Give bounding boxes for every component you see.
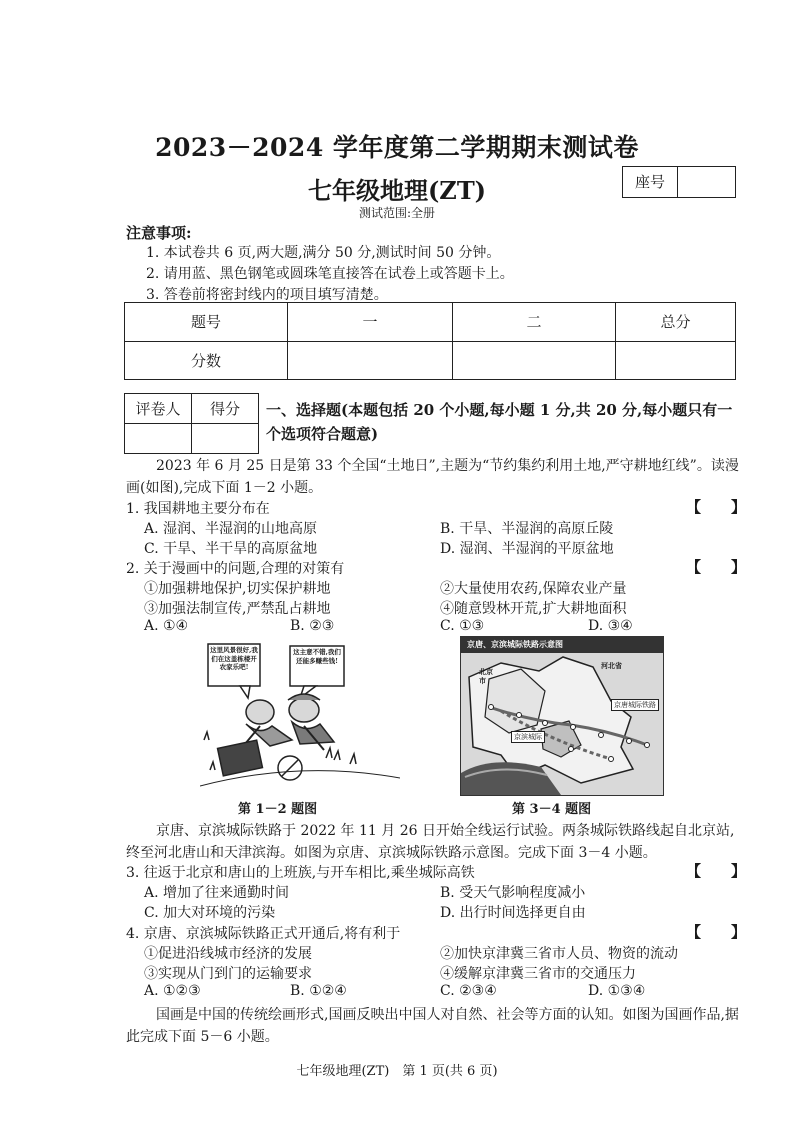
- figure-caption: 第 3－4 题图: [512, 802, 592, 817]
- question-stem: 3. 往返于北京和唐山的上班族,与开车相比,乘坐城际高铁: [126, 865, 475, 881]
- railway-map: [460, 636, 664, 796]
- statement: ③实现从门到门的运输要求: [144, 966, 312, 982]
- points-label: 得分: [192, 394, 259, 424]
- score-header: 二: [453, 303, 616, 342]
- statement: ②大量使用农药,保障农业产量: [440, 581, 627, 597]
- option-c: C. ②③④: [440, 983, 497, 999]
- score-row-label: 分数: [125, 341, 288, 380]
- grader-table: [124, 393, 259, 454]
- answer-bracket[interactable]: 【 】: [686, 498, 747, 516]
- answer-bracket[interactable]: 【 】: [686, 558, 747, 576]
- question-stem: 4. 京唐、京滨城际铁路正式开通后,将有利于: [126, 926, 401, 942]
- statement: ④缓解京津冀三省市的交通压力: [440, 966, 636, 982]
- option-d: D. 出行时间选择更自由: [440, 905, 586, 921]
- statement: ④随意毁林开荒,扩大耕地面积: [440, 601, 627, 617]
- statement: ②加快京津冀三省市人员、物资的流动: [440, 946, 678, 962]
- map-label-beijing: 北京市: [479, 667, 493, 685]
- notice-item: 2. 请用蓝、黑色钢笔或圆珠笔直接答在试卷上或答题卡上。: [146, 266, 514, 282]
- map-label-jingtang: 京唐城际铁路: [611, 699, 659, 711]
- question-stem: 2. 关于漫画中的问题,合理的对策有: [126, 561, 345, 577]
- answer-bracket[interactable]: 【 】: [686, 923, 747, 941]
- option-d: D. 湿润、半湿润的平原盆地: [440, 541, 614, 557]
- grader-label: 评卷人: [125, 394, 192, 424]
- score-header: 题号: [125, 303, 288, 342]
- score-cell[interactable]: [453, 341, 616, 380]
- speech-bubble-left: 这里风景很好,我们在这盖栋楼开农家乐吧!: [210, 646, 258, 671]
- cartoon-figure: [200, 640, 400, 790]
- option-a: A. 增加了往来通勤时间: [144, 885, 290, 901]
- statement: ①加强耕地保护,切实保护耕地: [144, 581, 331, 597]
- option-a: A. 湿润、半湿润的山地高原: [144, 521, 318, 537]
- map-title: 京唐、京滨城际铁路示意图: [467, 639, 563, 649]
- intro-paragraph: 2023 年 6 月 25 日是第 33 个全国“土地日”,主题为“节约集约利用土地,严守耕地红线”。读漫画(如图),完成下面 1－2 小题。: [126, 458, 739, 496]
- statement: ③加强法制宣传,严禁乱占耕地: [144, 601, 331, 617]
- notice-item: 3. 答卷前将密封线内的项目填写清楚。: [146, 287, 388, 303]
- statement: ①促进沿线城市经济的发展: [144, 946, 312, 962]
- test-scope: 测试范围:全册: [358, 206, 436, 220]
- map-label-jingbin: 京滨城际: [511, 731, 545, 743]
- speech-bubble-right: 这主意不错,我们还能多赚些钱!: [293, 648, 341, 665]
- question-stem: 1. 我国耕地主要分布在: [126, 501, 270, 517]
- score-header: 总分: [616, 303, 736, 342]
- section-heading: 一、选择题(本题包括 20 个小题,每小题 1 分,共 20 分,每小题只有一个选项符合题意): [266, 401, 733, 443]
- exam-subtitle: 七年级地理(ZT): [307, 176, 487, 205]
- option-b: B. 干旱、半湿润的高原丘陵: [440, 521, 614, 537]
- grader-cell[interactable]: [125, 424, 192, 454]
- score-cell[interactable]: [616, 341, 736, 380]
- seat-number-field[interactable]: [678, 167, 735, 197]
- map-label-hebei: 河北省: [601, 661, 622, 670]
- option-d: D. ③④: [588, 618, 633, 634]
- score-table: [124, 302, 736, 380]
- points-cell[interactable]: [192, 424, 259, 454]
- option-d: D. ①③④: [588, 983, 646, 999]
- intro-paragraph: 京唐、京滨城际铁路于 2022 年 11 月 26 日开始全线运行试验。两条城际铁路线起自北京站,终至河北唐山和天津滨海。如图为京唐、京滨城际铁路示意图。完成下面 3－4 小题。: [126, 823, 735, 861]
- answer-bracket[interactable]: 【 】: [686, 862, 747, 880]
- map-drawing: [461, 637, 663, 795]
- intro-paragraph: 国画是中国的传统绘画形式,国画反映出中国人对自然、社会等方面的认知。如图为国画作品,据此完成下面 5－6 小题。: [126, 1007, 739, 1045]
- option-c: C. 加大对环境的污染: [144, 905, 276, 921]
- option-c: C. 干旱、半干旱的高原盆地: [144, 541, 318, 557]
- seat-number-label: 座号: [623, 167, 678, 197]
- option-b: B. 受天气影响程度减小: [440, 885, 586, 901]
- option-a: A. ①②③: [144, 983, 201, 999]
- option-b: B. ②③: [290, 618, 335, 634]
- figure-caption: 第 1－2 题图: [238, 802, 318, 817]
- option-a: A. ①④: [144, 618, 189, 634]
- page-footer: 七年级地理(ZT) 第 1 页(共 6 页): [296, 1064, 498, 1079]
- notice-item: 1. 本试卷共 6 页,两大题,满分 50 分,测试时间 50 分钟。: [146, 245, 501, 261]
- score-cell[interactable]: [288, 341, 453, 380]
- seat-number-box: [622, 166, 736, 198]
- option-c: C. ①③: [440, 618, 485, 634]
- notice-heading: 注意事项:: [126, 224, 192, 242]
- score-header: 一: [288, 303, 453, 342]
- exam-title: 2023－2024 学年度第二学期期末测试卷: [155, 133, 639, 162]
- option-b: B. ①②④: [290, 983, 347, 999]
